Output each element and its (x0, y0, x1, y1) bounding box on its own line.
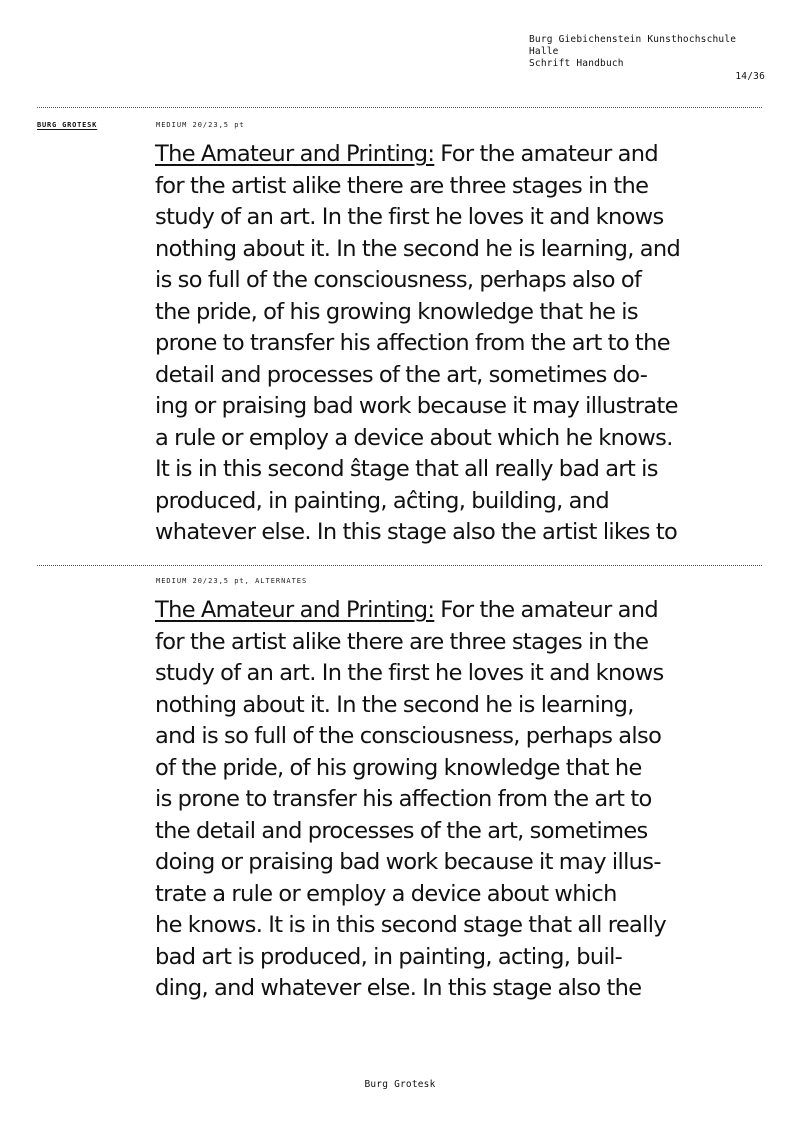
specimen-line: produced, in painting, aĉting, building, and (155, 487, 610, 514)
specimen-line: the detail and processes of the art, sometimes (155, 817, 648, 844)
specimen-line: and is so full of the consciousness, perhaps also (155, 723, 662, 749)
specimen-line: nothing about it. In the second he is learning, and (155, 235, 681, 262)
specimen-spec-label: MEDIUM 20/23,5 pt, ALTERNATES (156, 577, 308, 585)
specimen-line: for the artist alike there are three stages in the (155, 172, 649, 199)
header-title: Schrift Handbuch (529, 58, 624, 69)
specimen-line: The Amateur and Printing: For the amateur and (155, 141, 658, 167)
specimen-line: prone to transfer his affection from the art to the (155, 330, 670, 356)
page-number: 14/36 (735, 71, 765, 82)
specimen-line: is so full of the consciousness, perhaps also of (155, 267, 642, 293)
specimen-line: the pride, of his growing knowledge that he is (155, 298, 638, 325)
font-name-label: BURG GROTESK (37, 121, 98, 129)
specimen-spec-label: MEDIUM 20/23,5 pt (156, 121, 245, 129)
specimen-line: is prone to transfer his affection from the art to (155, 786, 652, 812)
type-specimen-alternates-text (155, 595, 770, 1005)
specimen-line: for the artist alike there are three stages in the (155, 628, 649, 655)
specimen-line: ing or praising bad work because it may illustrate (155, 393, 678, 419)
dotted-divider (37, 565, 762, 566)
specimen-line: he knows. It is in this second stage that all really (155, 912, 667, 938)
specimen-line: a rule or employ a device about which he knows. (155, 424, 673, 451)
page-header (529, 34, 765, 83)
specimen-line: The Amateur and Printing: For the amateur and (155, 597, 658, 623)
specimen-line: of the pride, of his growing knowledge that he (155, 754, 642, 781)
page-footer: Burg Grotesk (364, 1079, 436, 1090)
specimen-line: ding, and whatever else. In this stage also the (155, 975, 642, 1001)
specimen-line: study of an art. In the first he loves it and knows (155, 204, 664, 230)
type-specimen-text (155, 139, 770, 549)
specimen-line: nothing about it. In the second he is learning, (155, 691, 634, 718)
specimen-line: trate a rule or employ a device about which (155, 880, 617, 907)
specimen-line: It is in this second ŝtage that all really bad art is (155, 456, 658, 482)
specimen-heading: The Amateur and Printing: (155, 141, 435, 167)
specimen-heading: The Amateur and Printing: (155, 597, 435, 623)
specimen-line: study of an art. In the first he loves it and knows (155, 660, 664, 686)
specimen-line: bad art is produced, in painting, acting, buil- (155, 943, 623, 970)
specimen-line: detail and processes of the art, sometimes do- (155, 361, 648, 388)
specimen-line: whatever else. In this stage also the artist likes to (155, 519, 678, 545)
specimen-line: doing or praising bad work because it may illus- (155, 849, 661, 875)
dotted-divider (37, 107, 762, 108)
header-institution: Burg Giebichenstein Kunsthochschule Halle (529, 34, 737, 57)
